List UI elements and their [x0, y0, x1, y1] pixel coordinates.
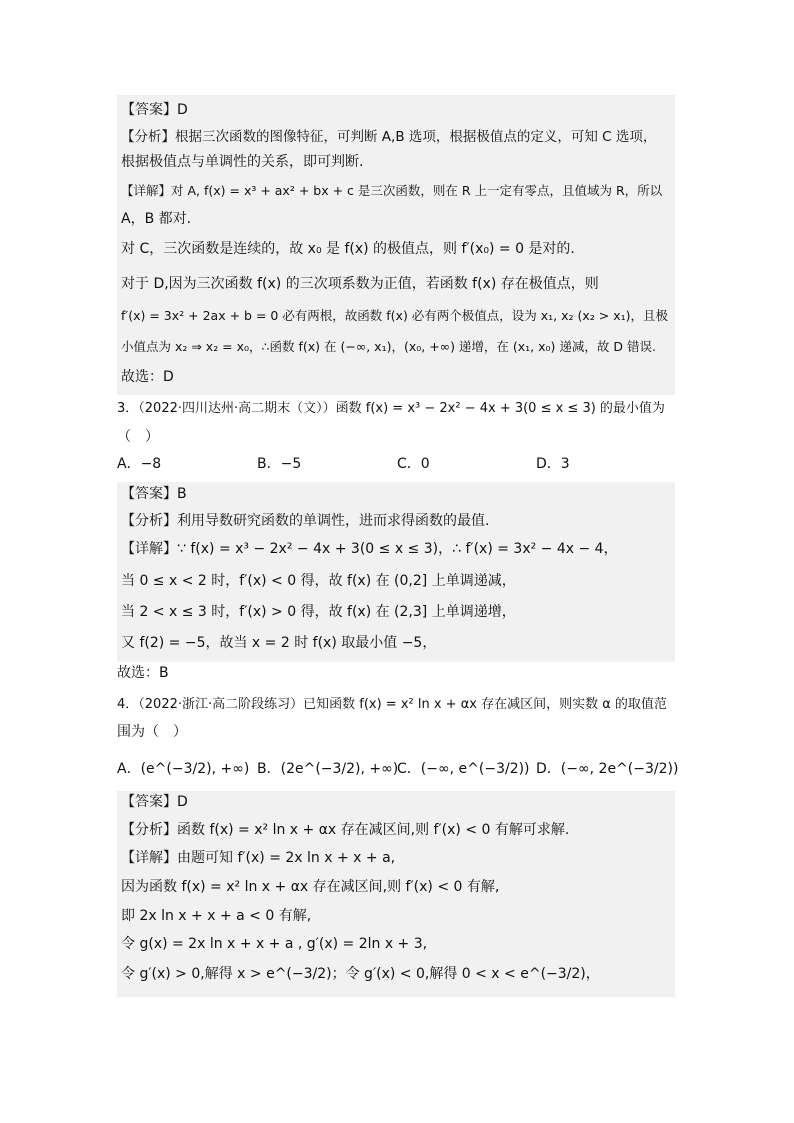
detail-line: 令 g(x) = 2x ln x + x + a , g′(x) = 2ln x + 3, — [121, 936, 428, 952]
detail-line: 因为函数 f(x) = x² ln x + αx 存在减区间,则 f′(x) < 0 有解, — [121, 879, 500, 895]
analysis-line: 根据极值点与单调性的关系，即可判断. — [121, 154, 364, 170]
question-4-option-d: D．(−∞, 2e^(−3/2)) — [536, 761, 679, 777]
question-3-option-d: D．3 — [536, 456, 570, 472]
analysis-line: 【分析】利用导数研究函数的单调性，进而求得函数的最值. — [121, 513, 490, 529]
answer-line: 【答案】D — [121, 794, 188, 810]
question-3-option-b: B．−5 — [257, 456, 302, 472]
question-4-stem-cont: 围为（ ） — [117, 724, 187, 740]
detail-line: A，B 都对. — [121, 211, 192, 227]
solution-block-q3 — [117, 482, 675, 662]
detail-line: 当 0 ≤ x < 2 时，f′(x) < 0 得，故 f(x) 在 (0,2] 上单调递减， — [121, 573, 516, 589]
detail-line: 【详解】对 A, f(x) = x³ + ax² + bx + c 是三次函数，则在 R 上一定有零点，且值域为 R，所以 — [121, 183, 663, 198]
question-3-option-a: A．−8 — [117, 456, 162, 472]
answer-line: 【答案】B — [121, 486, 187, 502]
detail-line: 【详解】∵ f(x) = x³ − 2x² − 4x + 3(0 ≤ x ≤ 3)，∴ f′(x) = 3x² − 4x − 4， — [121, 541, 618, 557]
detail-line: 即 2x ln x + x + a < 0 有解, — [121, 908, 312, 924]
question-4-option-b: B．(2e^(−3/2), +∞) — [257, 761, 399, 777]
solution-block-q4 — [117, 791, 675, 997]
detail-line: 又 f(2) = −5，故当 x = 2 时 f(x) 取最小值 −5， — [121, 635, 437, 651]
solution-block-q2 — [117, 95, 675, 395]
question-3-option-c: C．0 — [397, 456, 430, 472]
detail-line: f′(x) = 3x² + 2ax + b = 0 必有两根，故函数 f(x) 必有两个极值点，设为 x₁, x₂ (x₂ > x₁)，且极 — [121, 308, 669, 323]
detail-line: 对于 D,因为三次函数 f(x) 的三次项系数为正值，若函数 f(x) 存在极值点，则 — [121, 276, 599, 292]
analysis-line: 【分析】根据三次函数的图像特征，可判断 A,B 选项，根据极值点的定义，可知 C 选项， — [121, 129, 657, 145]
question-3-stem-cont: （ ） — [117, 429, 159, 445]
question-4-option-c: C．(−∞, e^(−3/2)) — [397, 761, 530, 777]
question-3-stem: 3．（2022·四川达州·高二期末（文））函数 f(x) = x³ − 2x² − 4x + 3(0 ≤ x ≤ 3) 的最小值为 — [117, 401, 665, 416]
detail-line: 【详解】由题可知 f′(x) = 2x ln x + x + a, — [121, 850, 396, 866]
answer-line: 【答案】D — [121, 102, 188, 118]
detail-line: 令 g′(x) > 0,解得 x > e^(−3/2)；令 g′(x) < 0,解得 0 < x < e^(−3/2)， — [121, 966, 600, 982]
detail-line: 小值点为 x₂ ⇒ x₂ = x₀，∴函数 f(x) 在 (−∞, x₁)，(x₀, +∞) 递增，在 (x₁, x₀) 递减，故 D 错误. — [121, 339, 656, 354]
detail-line: 对 C，三次函数是连续的，故 x₀ 是 f(x) 的极值点，则 f′(x₀) = 0 是对的. — [121, 241, 575, 257]
question-4-stem: 4．（2022·浙江·高二阶段练习）已知函数 f(x) = x² ln x + αx 存在减区间，则实数 α 的取值范 — [117, 697, 667, 712]
detail-line: 当 2 < x ≤ 3 时，f′(x) > 0 得，故 f(x) 在 (2,3] 上单调递增， — [121, 604, 516, 620]
choice-line: 故选：D — [121, 369, 174, 385]
analysis-line: 【分析】函数 f(x) = x² ln x + αx 存在减区间,则 f′(x) < 0 有解可求解. — [121, 822, 570, 838]
choice-line: 故选：B — [117, 665, 169, 681]
question-4-option-a: A．(e^(−3/2), +∞) — [117, 761, 250, 777]
